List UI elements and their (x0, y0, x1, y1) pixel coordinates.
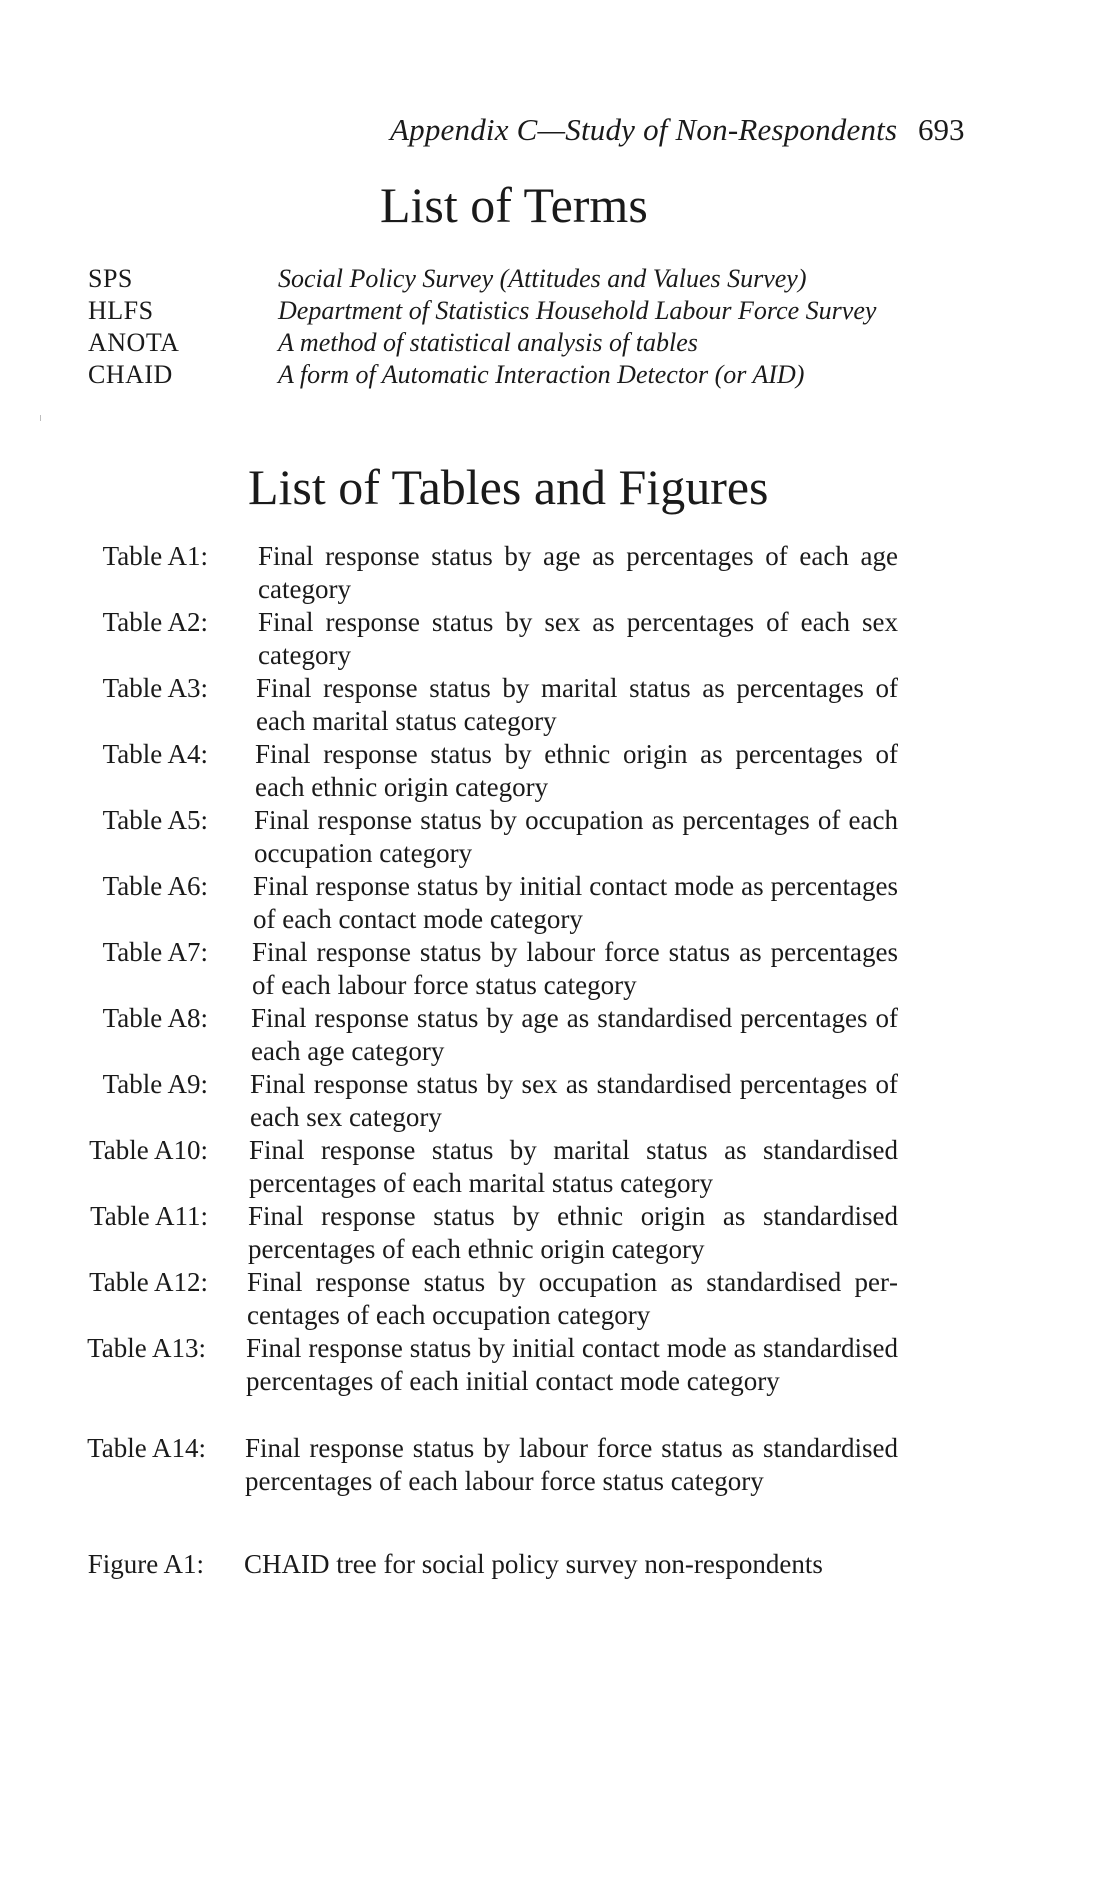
margin-mark (40, 415, 41, 421)
item-description: Final response status by age as percentages of each age category (258, 541, 898, 604)
list-of-terms-title: List of Terms (380, 177, 648, 233)
item-description: Final response status by initial contact mode as standardised percentages of each initial contact mode category (246, 1333, 898, 1396)
item-label: Table A4: (102, 739, 208, 769)
term-abbreviation: CHAID (88, 360, 173, 389)
item-label: Table A13: (87, 1333, 206, 1363)
item-description: Final response status by initial contact mode as percentages of each contact mode category (253, 871, 898, 934)
term-definition: Social Policy Survey (Attitudes and Values Survey) (278, 264, 807, 293)
item-label: Table A14: (87, 1433, 206, 1463)
item-description: Final response status by ethnic origin as percentages of each ethnic origin category (255, 739, 898, 802)
list-of-tables-title: List of Tables and Figures (248, 459, 769, 515)
term-abbreviation: HLFS (88, 296, 154, 325)
term-row (88, 328, 988, 360)
item-description: Final response status by marital status as standardised percentages of each marital status category (249, 1135, 898, 1198)
term-row (88, 264, 988, 296)
term-definition: A method of statistical analysis of tables (278, 328, 698, 357)
item-description: Final response status by labour force status as percentages of each labour force status category (252, 937, 898, 1000)
item-label: Table A5: (102, 805, 208, 835)
item-label: Table A6: (102, 871, 208, 901)
item-label: Figure A1: (87, 1549, 204, 1579)
item-label: Table A2: (102, 607, 208, 637)
term-definition: A form of Automatic Interaction Detector (or AID) (278, 360, 805, 389)
item-label: Table A12: (89, 1267, 208, 1297)
item-label: Table A1: (102, 541, 208, 571)
item-description: Final response status by sex as standardised percentages of each sex category (250, 1069, 898, 1132)
item-description: Final response status by occupation as percentages of each occupation category (254, 805, 898, 868)
item-label: Table A9: (102, 1069, 208, 1099)
term-definition: Department of Statistics Household Labour Force Survey (278, 296, 877, 325)
item-label: Table A8: (102, 1003, 208, 1033)
item-description: CHAID tree for social policy survey non-respondents (244, 1549, 823, 1579)
item-label: Table A7: (102, 937, 208, 967)
item-description: Final response status by ethnic origin as standardised percentages of each ethnic origin category (248, 1201, 898, 1264)
term-row (88, 360, 988, 392)
item-description: Final response status by age as standardised percentages of each age category (251, 1003, 898, 1066)
item-description: Final response status by occupation as standardised percentages of each occupation category (247, 1267, 898, 1330)
term-row (88, 296, 988, 328)
item-label: Table A11: (90, 1201, 208, 1231)
running-head: Appendix C—Study of Non-Respondents (390, 112, 898, 147)
item-label: Table A3: (102, 673, 208, 703)
page-number: 693 (918, 112, 965, 147)
term-abbreviation: ANOTA (88, 328, 180, 357)
term-abbreviation: SPS (88, 264, 133, 293)
item-description: Final response status by sex as percentages of each sex category (258, 607, 898, 670)
item-label: Table A10: (89, 1135, 208, 1165)
item-description: Final response status by labour force status as standardised percentages of each labour force status category (245, 1433, 898, 1496)
item-description: Final response status by marital status as percentages of each marital status category (256, 673, 898, 736)
